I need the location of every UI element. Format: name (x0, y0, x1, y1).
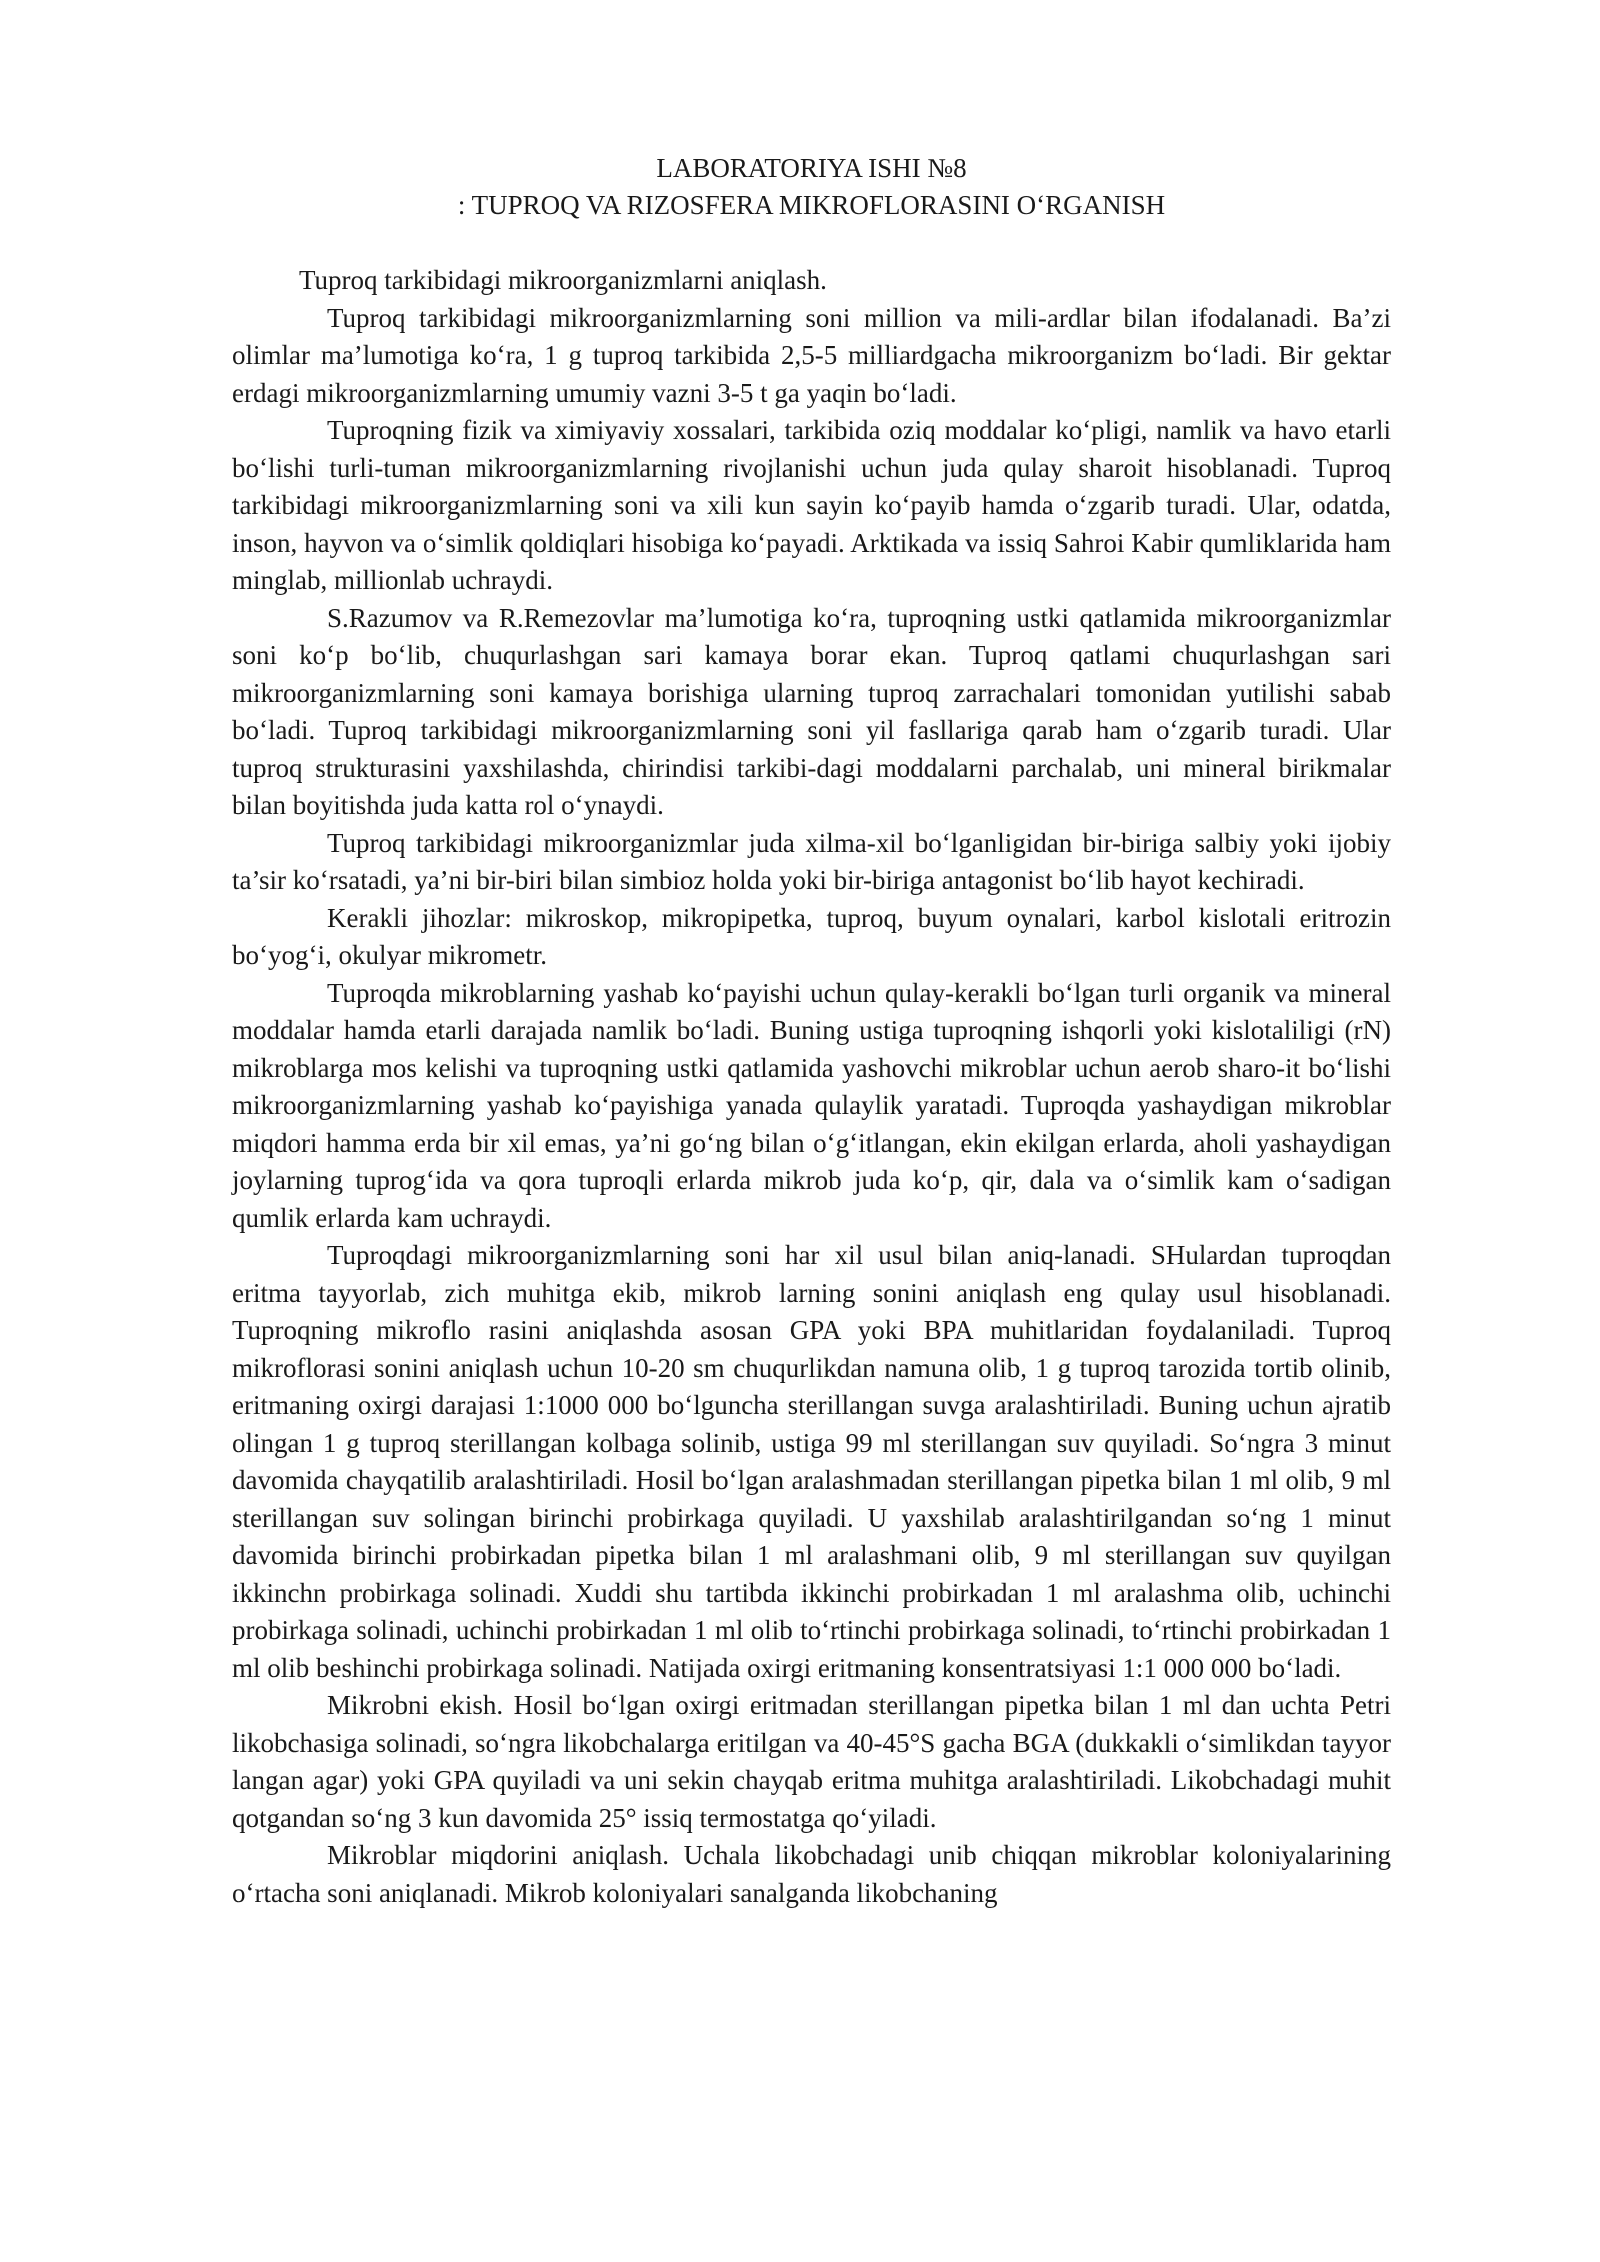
paragraph: Mikroblar miqdorini aniqlash. Uchala likobchadagi unib chiqqan mikroblar koloniyalarining o‘rtacha soni aniqlanadi. Mikrob koloniyalari sanalganda likobchaning (232, 1840, 1391, 1908)
paragraph: Tuproq tarkibidagi mikroorganizmlarning soni million va mili-ardlar bilan ifodalanadi. Ba’zi olimlar ma’lumotiga ko‘ra, 1 g tuproq tarkibida 2,5-5 milliardgacha mikroorganizm bo‘ladi. Bir gektar erdagi mikroorganizmlarning umumiy vazni 3-5 t ga yaqin bo‘ladi. (232, 302, 1391, 408)
section-subheading: Tuproq tarkibidagi mikroorganizmlarni aniqlash. (299, 265, 827, 295)
paragraph: Kerakli jihozlar: mikroskop, mikropipetka, tuproq, buyum oynalari, karbol kislotali eritrozin bo‘yog‘i, okulyar mikrometr. (232, 902, 1391, 970)
paragraph: S.Razumov va R.Remezovlar ma’lumotiga ko‘ra, tuproqning ustki qatlamida mikroorganizmlar soni ko‘p bo‘lib, chuqurlashgan sari kamaya borar ekan. Tuproq qatlami chuqurlashgan sari mikroorganizmlarning soni kamaya borishiga ularning tuproq zarrachalari tomonidan yutilishi sabab bo‘ladi. Tuproq tarkibidagi mikroorganizmlarning soni yil fasllariga qarab ham o‘zgarib turadi. Ular tuproq strukturasini yaxshilashda, chirindisi tarkibi-dagi moddalarni parchalab, uni mineral birikmalar bilan boyitishda juda katta rol o‘ynaydi. (232, 602, 1391, 820)
document-page (232, 150, 1391, 1912)
paragraph: Tuproqning fizik va ximiyaviy xossalari, tarkibida oziq moddalar ko‘pligi, namlik va havo etarli bo‘lishi turli-tuman mikroorganizmlarning rivojlanishi uchun juda qulay sharoit hisoblanadi. Tuproq tarkibidagi mikroorganizmlarning soni va xili kun sayin ko‘payib hamda o‘zgarib turadi. Ular, odatda, inson, hayvon va o‘simlik qoldiqlari hisobiga ko‘payadi. Arktikada va issiq Sahroi Kabir qumliklarida ham minglab, millionlab uchraydi. (232, 415, 1391, 595)
document-title (232, 150, 1391, 224)
title-line-1: LABORATORIYA ISHI №8 (656, 153, 967, 183)
paragraph: Mikrobni ekish. Hosil bo‘lgan oxirgi eritmadan sterillangan pipetka bilan 1 ml dan uchta Petri likobchasiga solinadi, so‘ngra likobchalarga eritilgan va 40-45°S gacha BGA (dukkakli o‘simlikdan tayyor langan agar) yoki GPA quyiladi va uni sekin chayqab eritma muhitga aralashtiriladi. Likobchadagi muhit qotgandan so‘ng 3 kun davomida 25° issiq termostatga qo‘yiladi. (232, 1690, 1391, 1833)
title-line-2: : TUPROQ VA RIZOSFERA MIKROFLORASINI O‘RGANISH (457, 190, 1166, 220)
paragraph: Tuproqda mikroblarning yashab ko‘payishi uchun qulay-kerakli bo‘lgan turli organik va mineral moddalar hamda etarli darajada namlik bo‘ladi. Buning ustiga tuproqning ishqorli yoki kislotaliligi (rN) mikroblarga mos kelishi va tuproqning ustki qatlamida yashovchi mikroblar uchun aerob sharo-it bo‘lishi mikroorganizmlarning yashab ko‘payishiga yanada qulaylik yaratadi. Tuproqda yashaydigan mikroblar miqdori hamma erda bir xil emas, ya’ni go‘ng bilan o‘g‘itlangan, ekin ekilgan erlarda, aholi yashaydigan joylarning tuprog‘ida va qora tuproqli erlarda mikrob juda ko‘p, qir, dala va o‘simlik kam o‘sadigan qumlik erlarda kam uchraydi. (232, 977, 1391, 1233)
paragraph: Tuproqdagi mikroorganizmlarning soni har xil usul bilan aniq-lanadi. SHulardan tuproqdan eritma tayyorlab, zich muhitga ekib, mikrob larning sonini aniqlash eng qulay usul hisoblanadi. Tuproqning mikroflo rasini aniqlashda asosan GPA yoki BPA muhitlaridan foydalaniladi. Tuproq mikroflorasi sonini aniqlash uchun 10-20 sm chuqurlikdan namuna olib, 1 g tuproq tarozida tortib olinib, eritmaning oxirgi darajasi 1:1000 000 bo‘lguncha sterillangan suvga aralashtiriladi. Buning uchun ajratib olingan 1 g tuproq sterillangan kolbaga solinib, ustiga 99 ml sterillangan suv quyiladi. So‘ngra 3 minut davomida chayqatilib aralashtiriladi. Hosil bo‘lgan aralashmadan sterillangan pipetka bilan 1 ml olib, 9 ml sterillangan suv solingan birinchi probirkaga quyiladi. U yaxshilab aralashtirilgandan so‘ng 1 minut davomida birinchi probirkadan pipetka bilan 1 ml aralashmani olib, 9 ml sterillangan suv quyilgan ikkinchn probirkaga solinadi. Xuddi shu tartibda ikkinchi probirkadan 1 ml aralashma olib, uchinchi probirkaga solinadi, uchinchi probirkadan 1 ml olib to‘rtinchi probirkaga solinadi, to‘rtinchi probirkadan 1 ml olib beshinchi probirkaga solinadi. Natijada oxirgi eritmaning konsentratsiyasi 1:1 000 000 bo‘ladi. (232, 1240, 1391, 1683)
paragraph: Tuproq tarkibidagi mikroorganizmlar juda xilma-xil bo‘lganligidan bir-biriga salbiy yoki ijobiy ta’sir ko‘rsatadi, ya’ni bir-biri bilan simbioz holda yoki bir-biriga antagonist bo‘lib hayot kechiradi. (232, 827, 1391, 895)
